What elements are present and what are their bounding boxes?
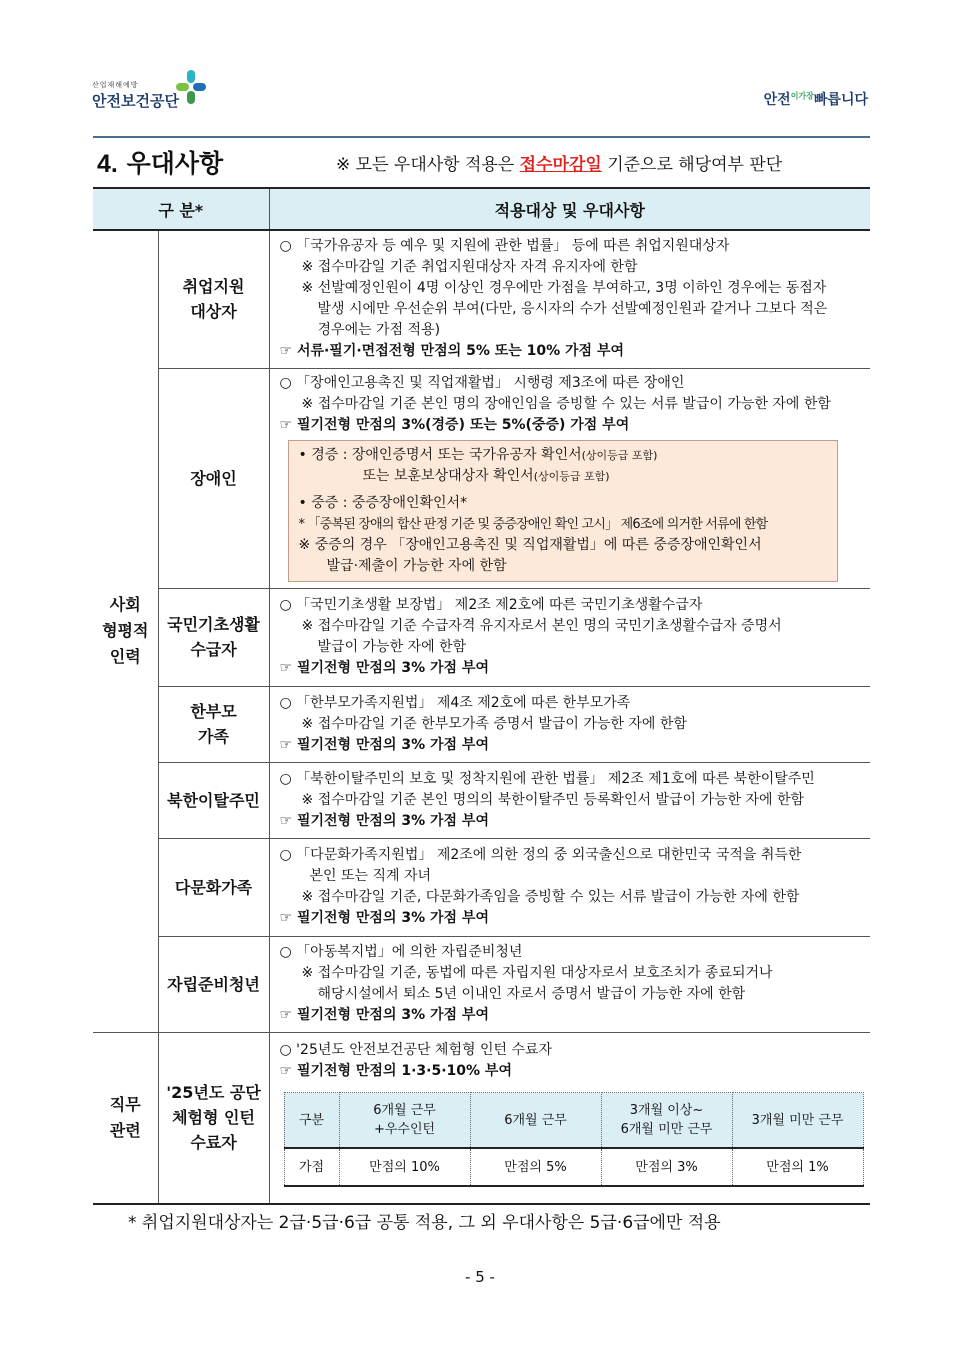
notice-highlight: 접수마감일 xyxy=(519,155,602,175)
row-label: 자립준비청년 xyxy=(158,936,269,1032)
logo-subtitle: 산업재해예방 xyxy=(92,81,139,89)
table-row xyxy=(93,230,870,368)
page-header xyxy=(0,0,960,140)
disability-criteria-box: • 경증 : 장애인증명서 또는 국가유공자 확인서(상이등급 포함) 또는 보훈보상대상자 확인서(상이등급 포함) • 중증 : 중증장애인확인서* * 「중복된 장애의 합산 판정 기준 및 중증장애인 확인 고시」 제6조에 의거한 서류에 한함 ※ 중증의 경우 「장애인고용촉진 및 직업재활법」에 따른 중증장애인확인서 발급·제출이 가능한 자에 한함 xyxy=(288,440,838,582)
row-label: 한부모 가족 xyxy=(158,686,269,762)
row-content: ○ 「북한이탈주민의 보호 및 정착지원에 관한 법률」 제2조 제1호에 따른 북한이탈주민 ※ 접수마감일 기준 본인 명의의 북한이탈주민 등록확인서 발급이 가능한 자에 한함 ☞ 필기전형 만점의 3% 가점 부여 xyxy=(269,762,870,838)
section-title: 4. 우대사항 xyxy=(97,149,224,178)
row-content: ○ 「한부모가족지원법」 제4조 제2호에 따른 한부모가족 ※ 접수마감일 기준 한부모가족 증명서 발급이 가능한 자에 한함 ☞ 필기전형 만점의 3% 가점 부여 xyxy=(269,686,870,762)
logo-title: 안전보건공단 xyxy=(92,92,179,110)
page-number: - 5 - xyxy=(465,1268,495,1286)
table-row xyxy=(93,936,870,1032)
header-content: 적용대상 및 우대사항 xyxy=(269,188,870,230)
table-row xyxy=(93,686,870,762)
table-row xyxy=(93,838,870,936)
table-row xyxy=(93,588,870,686)
footnote: * 취업지원대상자는 2급·5급·6급 공통 적용, 그 외 우대사항은 5급·6급에만 적용 xyxy=(128,1213,721,1233)
table-row xyxy=(93,762,870,838)
kosha-logo xyxy=(92,70,232,114)
preference-table xyxy=(93,187,870,1205)
row-content: ○ '25년도 안전보건공단 체험형 인턴 수료자 ☞ 필기전형 만점의 1·3·5·10% 부여 구분 6개월 근무 +우수인턴 6개월 근무 3개월 이상~ 6개월 미만 근무 3개월 미만 근무 가점 만점의 10% 만점의 5% 만점의 3% 만점의 1% xyxy=(269,1032,870,1204)
row-label: 장애인 xyxy=(158,368,269,588)
row-label: 다문화가족 xyxy=(158,838,269,936)
table-row xyxy=(93,368,870,588)
row-content: ○ 「다문화가족지원법」 제2조에 의한 정의 중 외국출신으로 대한민국 국적을 취득한 본인 또는 직계 자녀 ※ 접수마감일 기준, 다문화가족임을 증빙할 수 있는 서류 발급이 가능한 자에 한함 ☞ 필기전형 만점의 3% 가점 부여 xyxy=(269,838,870,936)
cross-logo-icon xyxy=(176,70,206,104)
group-job: 직무 관련 xyxy=(93,1032,158,1204)
row-content: ○ 「장애인고용촉진 및 직업재활법」 시행령 제3조에 따른 장애인 ※ 접수마감일 기준 본인 명의 장애인임을 증빙할 수 있는 서류 발급이 가능한 자에 한함 ☞ 필기전형 만점의 3%(경증) 또는 5%(중증) 가점 부여 • 경증 : 장애인증명서 또는 국가유공자 확인서(상이등급 포함) 또는 보훈보상대상자 확인서(상이등급 포함) • 중증 : 중증장애인확인서* * 「중복된 장애의 합산 판정 기준 및 중증장애인 확인 고시」 제6조에 의거한 서류에 한함 ※ 중증의 경우 「장애인고용촉진 및 직업재활법」에 따른 중증장애인확인서 발급·제출이 가능한 자에 한함 xyxy=(269,368,870,588)
header-category: 구 분* xyxy=(93,188,269,230)
row-content: ○ 「국민기초생활 보장법」 제2조 제2호에 따른 국민기초생활수급자 ※ 접수마감일 기준 수급자격 유지자로서 본인 명의 국민기초생활수급자 증명서 발급이 가능한 자에 한함 ☞ 필기전형 만점의 3% 가점 부여 xyxy=(269,588,870,686)
row-content: ○ 「국가유공자 등 예우 및 지원에 관한 법률」 등에 따른 취업지원대상자 ※ 접수마감일 기준 취업지원대상자 자격 유지자에 한함 ※ 선발예정인원이 4명 이상인 경우에만 가점을 부여하고, 3명 이하인 경우에는 동점자 발생 시에만 우선순위 부여(다만, 응시자의 수가 선발예정인원과 같거나 그보다 적은 경우에는 가점 적용) ☞ 서류·필기·면접전형 만점의 5% 또는 10% 가점 부여 xyxy=(269,230,870,368)
inner-value-row: 가점 만점의 10% 만점의 5% 만점의 3% 만점의 1% xyxy=(284,1148,863,1186)
section-notice: ※ 모든 우대사항 적용은 접수마감일 기준으로 해당여부 판단 xyxy=(336,155,783,175)
row-label: 국민기초생활 수급자 xyxy=(158,588,269,686)
row-label: 북한이탈주민 xyxy=(158,762,269,838)
table-row xyxy=(93,1032,870,1204)
group-social: 사회 형평적 인력 xyxy=(93,230,158,1032)
inner-header-row: 구분 6개월 근무 +우수인턴 6개월 근무 3개월 이상~ 6개월 미만 근무 3개월 미만 근무 xyxy=(284,1093,863,1149)
slogan: 안전$^{이가장}$빠릅니다 xyxy=(763,91,868,108)
row-content: ○ 「아동복지법」에 의한 자립준비청년 ※ 접수마감일 기준, 동법에 따른 자립지원 대상자로서 보호조치가 종료되거나 해당시설에서 퇴소 5년 이내인 자로서 증명서 발급이 가능한 자에 한함 ☞ 필기전형 만점의 3% 가점 부여 xyxy=(269,936,870,1032)
header-divider xyxy=(93,136,870,138)
intern-bonus-table xyxy=(284,1092,864,1187)
row-label: 취업지원 대상자 xyxy=(158,230,269,368)
row-label: '25년도 공단 체험형 인턴 수료자 xyxy=(158,1032,269,1204)
